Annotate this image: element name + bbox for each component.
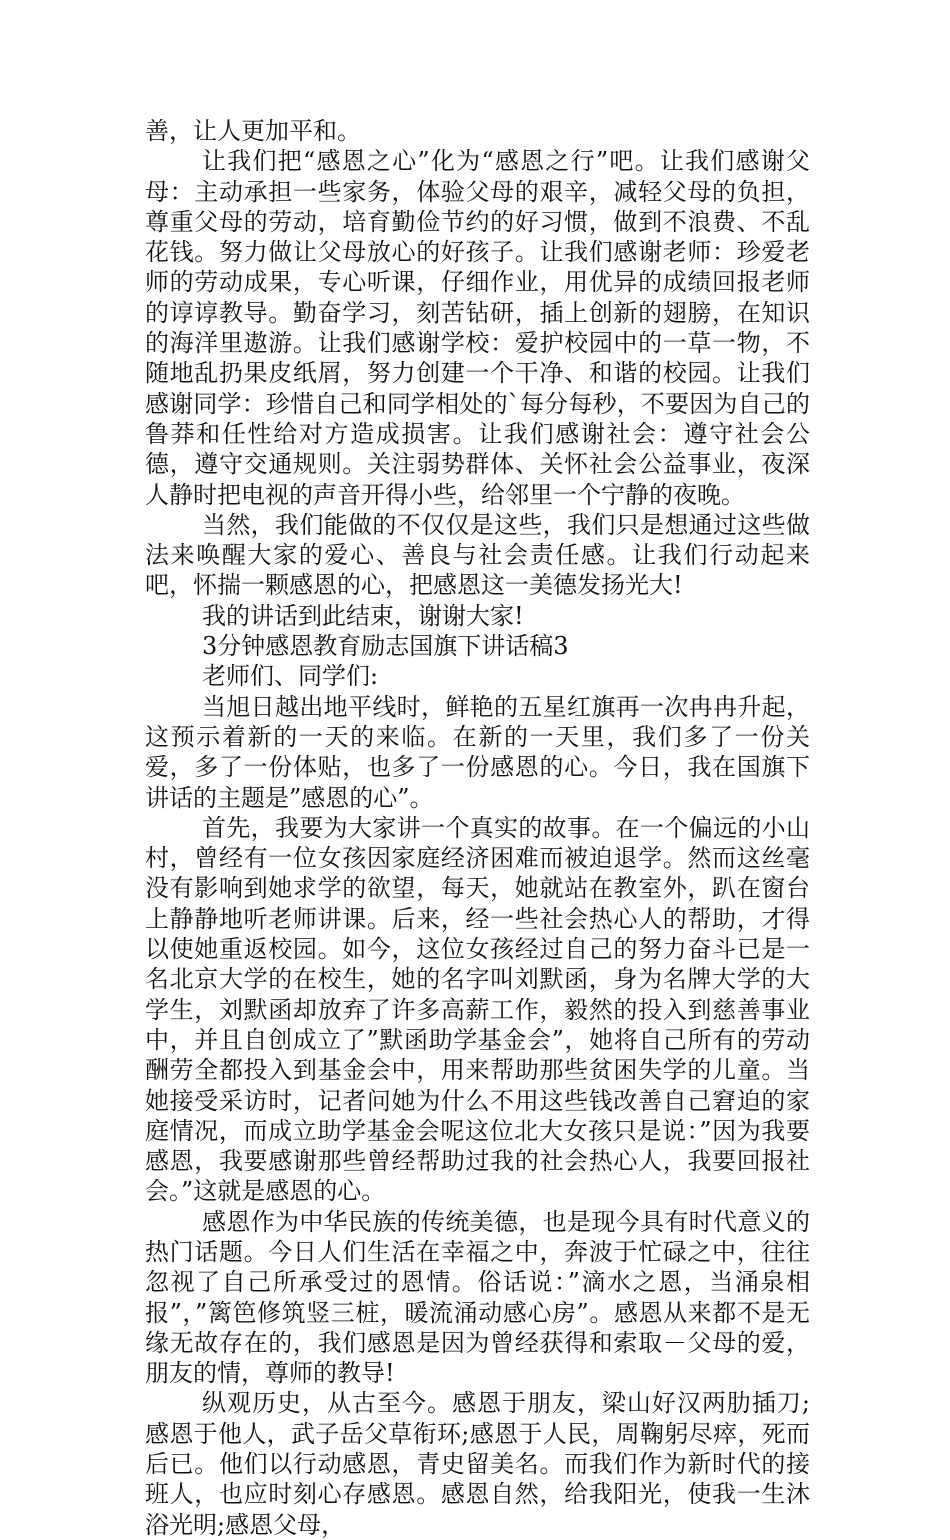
paragraph: 纵观历史，从古至今。感恩于朋友，梁山好汉两肋插刀;感恩于他人，武子岳父草衔环;感恩于人民，周鞠躬尽瘁，死而后已。他们以行动感恩，青史留美名。而我们作为新时代的接班人，也应时刻心存感恩。感恩自然，给我阳光，使我一生沐浴光明;感恩父母，: [145, 1389, 810, 1539]
paragraph: 当旭日越出地平线时，鲜艳的五星红旗再一次冉冉升起，这预示着新的一天的来临。在新的一天里，我们多了一份关爱，多了一份体贴，也多了一份感恩的心。今日，我在国旗下讲话的主题是”感恩的心”。: [145, 692, 810, 812]
document-body: [145, 116, 810, 1540]
paragraph: 我的讲话到此结束，谢谢大家!: [202, 601, 524, 630]
salutation: 老师们、同学们:: [202, 662, 379, 691]
section-heading: 3分钟感恩教育励志国旗下讲话稿3: [202, 632, 569, 661]
paragraph: 善，让人更加平和。: [145, 117, 361, 145]
paragraph: 首先，我要为大家讲一个真实的故事。在一个偏远的小山村，曾经有一位女孩因家庭经济困难而被迫退学。然而这丝毫没有影响到她求学的欲望，每天，她就站在教室外，趴在窗台上静静地听老师讲课。后来，经一些社会热心人的帮助，才得以使她重返校园。如今，这位女孩经过自己的努力奋斗已是一名北京大学的在校生，她的名字叫刘默函，身为名牌大学的大学生，刘默函却放弃了许多高薪工作，毅然的投入到慈善事业中，并且自创成立了”默函助学基金会”，她将自己所有的劳动酬劳全都投入到基金会中，用来帮助那些贫困失学的儿童。当她接受采访时，记者问她为什么不用这些钱改善自己窘迫的家庭情况，而成立助学基金会呢这位北大女孩只是说：”因为我要感恩，我要感谢那些曾经帮助过我的社会热心人，我要回报社会。”这就是感恩的心。: [145, 813, 810, 1206]
paragraph: 感恩作为中华民族的传统美德，也是现今具有时代意义的热门话题。今日人们生活在幸福之中，奔波于忙碌之中，往往忽视了自己所承受过的恩情。俗话说：”滴水之恩，当涌泉相报”，”篱笆修筑竖三桩，暖流涌动感心房”。感恩从来都不是无缘无故存在的，我们感恩是因为曾经获得和索取－父母的爱，朋友的情，尊师的教导!: [145, 1207, 810, 1388]
paragraph: 当然，我们能做的不仅仅是这些，我们只是想通过这些做法来唤醒大家的爱心、善良与社会责任感。让我们行动起来吧，怀揣一颗感恩的心，把感恩这一美德发扬光大!: [145, 510, 810, 600]
paragraph: 让我们把“感恩之心”化为“感恩之行”吧。让我们感谢父母：主动承担一些家务，体验父母的艰辛，减轻父母的负担，尊重父母的劳动，培育勤俭节约的好习惯，做到不浪费、不乱花钱。努力做让父母放心的好孩子。让我们感谢老师：珍爱老师的劳动成果，专心听课，仔细作业，用优异的成绩回报老师的谆谆教导。勤奋学习，刻苦钻研，插上创新的翅膀，在知识的海洋里遨游。让我们感谢学校：爱护校园中的一草一物，不随地乱扔果皮纸屑，努力创建一个干净、和谐的校园。让我们感谢同学：珍惜自己和同学相处的`每分每秒，不要因为自己的鲁莽和任性给对方造成损害。让我们感谢社会：遵守社会公德，遵守交通规则。关注弱势群体、关怀社会公益事业，夜深人静时把电视的声音开得小些，给邻里一个宁静的夜晚。: [145, 147, 810, 509]
